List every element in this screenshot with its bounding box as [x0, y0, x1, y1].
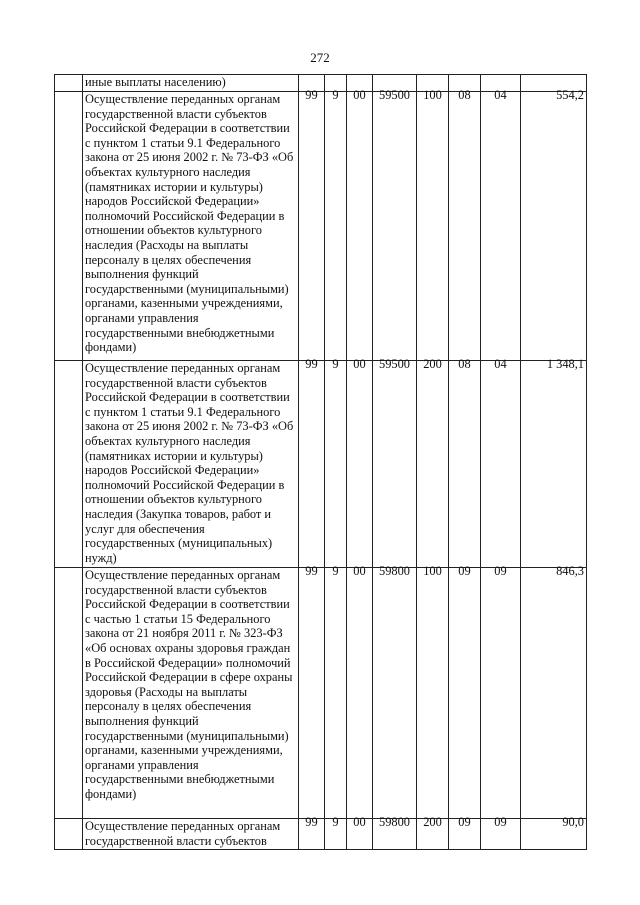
subsection-code-cell	[481, 357, 521, 568]
subprogram-code-cell	[347, 564, 373, 819]
subsection-code-cell	[481, 564, 521, 819]
table-row	[55, 92, 587, 361]
subprogram-code: 00	[353, 357, 366, 371]
row-number-cell	[55, 75, 83, 92]
section-code-cell	[449, 88, 481, 361]
subsection-code: 04	[494, 88, 507, 102]
program-code-cell	[325, 88, 347, 361]
subprogram-code: 00	[353, 564, 366, 578]
program-code-cell	[325, 357, 347, 568]
program-code: 9	[332, 88, 339, 102]
direction-code-cell	[373, 564, 417, 819]
table-row	[55, 361, 587, 568]
direction-code-cell	[373, 88, 417, 361]
program-code: 9	[332, 564, 339, 578]
row-description: Осуществление переданных органам государственной власти субъектов Российской Федерации в соответствии с пунктом 1 статьи 9.1 Федерального закона от 25 июня 2002 г. № 73-ФЗ «Об объектах культурного наследия (памятниках истории и культуры) народов Российской Федерации» полномочий Российской Федерации в отношении объектов культурного наследия (Закупка товаров, работ и услуг для обеспечения государственных (муниципальных) нужд)	[83, 361, 299, 568]
section-code-cell	[449, 564, 481, 819]
sum-cell	[521, 815, 587, 850]
expense-type-code-cell	[417, 564, 449, 819]
expense-type-code: 100	[423, 564, 442, 578]
expense-type-code: 100	[423, 88, 442, 102]
expense-type-code-cell	[417, 88, 449, 361]
subprogram-code-cell	[347, 88, 373, 361]
ministry-code-cell	[299, 815, 325, 850]
row-number-cell	[55, 361, 83, 568]
subprogram-code: 00	[353, 88, 366, 102]
direction-code-cell	[373, 815, 417, 850]
program-code: 9	[332, 815, 339, 829]
ministry-code-cell	[299, 564, 325, 819]
program-code-cell	[325, 564, 347, 819]
table-row	[55, 819, 587, 850]
ministry-code: 99	[305, 357, 318, 371]
sum-value: 90,0	[562, 815, 584, 829]
expense-type-code: 200	[423, 357, 442, 371]
subsection-code: 04	[494, 357, 507, 371]
sum-value: 554,2	[556, 88, 584, 102]
ministry-code-cell	[299, 357, 325, 568]
row-description: Осуществление переданных органам государственной власти субъектов	[83, 819, 299, 850]
ministry-code: 99	[305, 88, 318, 102]
page-number: 272	[310, 50, 330, 65]
subsection-code-cell	[481, 815, 521, 850]
sum-cell	[521, 357, 587, 568]
sum-cell	[521, 564, 587, 819]
section-code: 08	[458, 357, 471, 371]
row-number-cell	[55, 819, 83, 850]
expense-type-code: 200	[423, 815, 442, 829]
row-number-cell	[55, 568, 83, 819]
section-code-cell	[449, 357, 481, 568]
sum-value: 1 348,1	[546, 357, 584, 371]
program-code: 9	[332, 357, 339, 371]
direction-code: 59800	[379, 815, 410, 829]
ministry-code: 99	[305, 815, 318, 829]
sum-cell	[521, 88, 587, 361]
subprogram-code: 00	[353, 815, 366, 829]
subsection-code: 09	[494, 815, 507, 829]
subprogram-code-cell	[347, 357, 373, 568]
program-code-cell	[325, 815, 347, 850]
section-code: 09	[458, 564, 471, 578]
ministry-code: 99	[305, 564, 318, 578]
section-code-cell	[449, 815, 481, 850]
section-code: 09	[458, 815, 471, 829]
sum-value: 846,3	[556, 564, 584, 578]
budget-table	[54, 74, 587, 850]
direction-code: 59500	[379, 88, 410, 102]
direction-code-cell	[373, 357, 417, 568]
subsection-code-cell	[481, 88, 521, 361]
row-description: Осуществление переданных органам государственной власти субъектов Российской Федерации в соответствии с частью 1 статьи 15 Федерального закона от 21 ноября 2011 г. № 323-ФЗ «Об основах охраны здоровья граждан в Российской Федерации» полномочий Российской Федерации в сфере охраны здоровья (Расходы на выплаты персоналу в целях обеспечения выполнения функций государственными (муниципальными) органами, казенными учреждениями, органами управления государственными внебюджетными фондами)	[83, 568, 299, 819]
subprogram-code-cell	[347, 815, 373, 850]
direction-code: 59500	[379, 357, 410, 371]
row-description: Осуществление переданных органам государственной власти субъектов Российской Федерации в соответствии с пунктом 1 статьи 9.1 Федерального закона от 25 июня 2002 г. № 73-ФЗ «Об объектах культурного наследия (памятниках истории и культуры) народов Российской Федерации» полномочий Российской Федерации в отношении объектов культурного наследия (Расходы на выплаты персоналу в целях обеспечения выполнения функций государственными (муниципальными) органами, казенными учреждениями, органами управления государственными внебюджетными фондами)	[83, 92, 299, 361]
ministry-code-cell	[299, 88, 325, 361]
expense-type-code-cell	[417, 815, 449, 850]
row-number-cell	[55, 92, 83, 361]
row-description: иные выплаты населению)	[83, 75, 299, 92]
section-code: 08	[458, 88, 471, 102]
table-row	[55, 568, 587, 819]
subsection-code: 09	[494, 564, 507, 578]
expense-type-code-cell	[417, 357, 449, 568]
direction-code: 59800	[379, 564, 410, 578]
